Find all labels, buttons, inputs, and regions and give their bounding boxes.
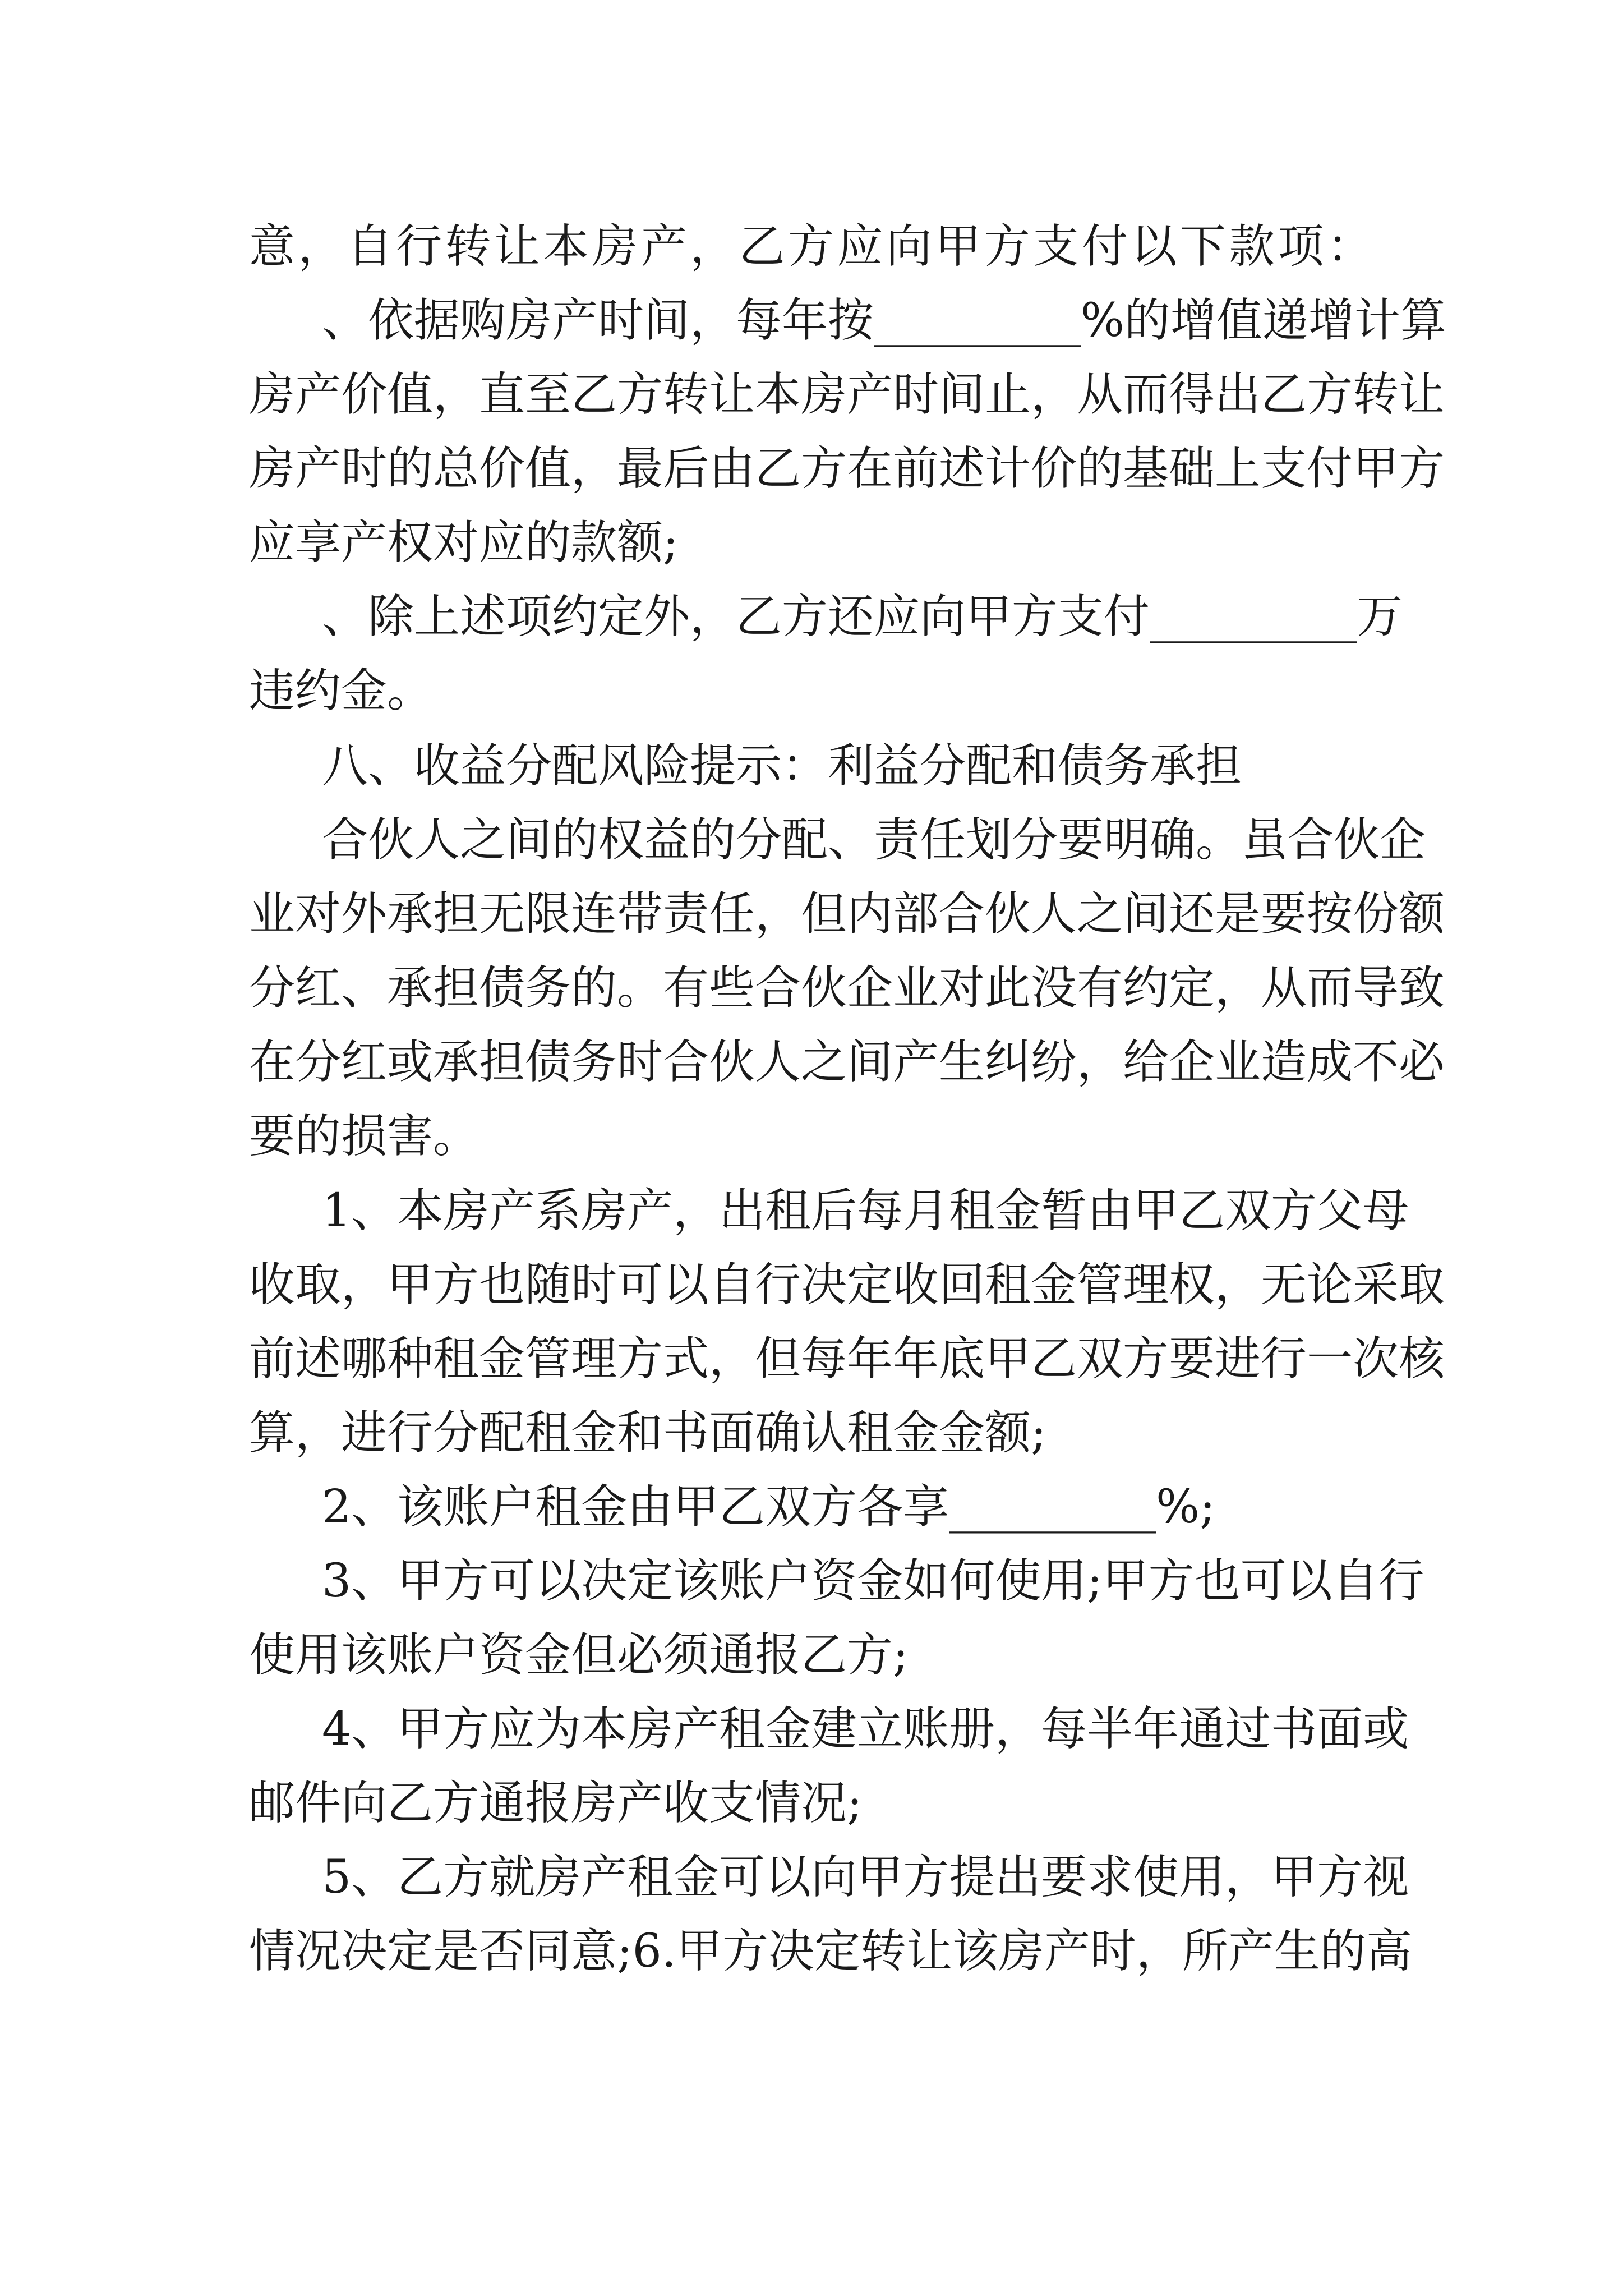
text-line: 、除上述项约定外，乙方还应向甲方支付_________万 — [322, 590, 1403, 643]
list-item: 2、该账户租金由甲乙双方各享_________%; — [322, 1480, 1215, 1534]
text-line: 在分红或承担债务时合伙人之间产生纠纷，给企业造成不必 — [249, 1036, 1445, 1089]
text-line: 收取，甲方也随时可以自行决定收回租金管理权，无论采取 — [249, 1258, 1445, 1312]
list-item: 3、甲方可以决定该账户资金如何使用;甲方也可以自行 — [322, 1554, 1424, 1608]
text-line: 房产时的总价值，最后由乙方在前述计价的基础上支付甲方 — [249, 442, 1445, 495]
list-item: 4、甲方应为本房产租金建立账册，每半年通过书面或 — [322, 1703, 1409, 1756]
text-line: 、依据购房产时间，每年按_________%的增值递增计算 — [322, 294, 1446, 347]
text-line: 邮件向乙方通报房产收支情况; — [249, 1777, 863, 1830]
text-line: 业对外承担无限连带责任，但内部合伙人之间还是要按份额 — [249, 887, 1445, 941]
text-line: 算，进行分配租金和书面确认租金金额; — [249, 1406, 1046, 1460]
text-line: 分红、承担债务的。有些合伙企业对此没有约定，从而导致 — [249, 961, 1445, 1015]
text-line: 使用该账户资金但必须通报乙方; — [249, 1628, 909, 1682]
text-line: 意，自行转让本房产，乙方应向甲方支付以下款项： — [249, 220, 1373, 273]
text-line: 合伙人之间的权益的分配、责任划分要明确。虽合伙企 — [322, 813, 1426, 867]
text-line: 情况决定是否同意;6.甲方决定转让该房产时，所产生的高 — [249, 1925, 1412, 1978]
text-line: 应享产权对应的款额; — [249, 516, 679, 569]
text-line: 违约金。 — [249, 664, 434, 717]
list-item: 1、本房产系房产，出租后每月租金暂由甲乙双方父母 — [322, 1184, 1409, 1237]
text-line: 要的损害。 — [249, 1110, 479, 1163]
text-line: 前述哪种租金管理方式，但每年年底甲乙双方要进行一次核 — [249, 1332, 1445, 1386]
text-line: 房产价值，直至乙方转让本房产时间止，从而得出乙方转让 — [249, 368, 1445, 421]
list-item: 5、乙方就房产租金可以向甲方提出要求使用，甲方视 — [322, 1851, 1409, 1904]
section-heading: 八、收益分配风险提示：利益分配和债务承担 — [322, 739, 1242, 793]
